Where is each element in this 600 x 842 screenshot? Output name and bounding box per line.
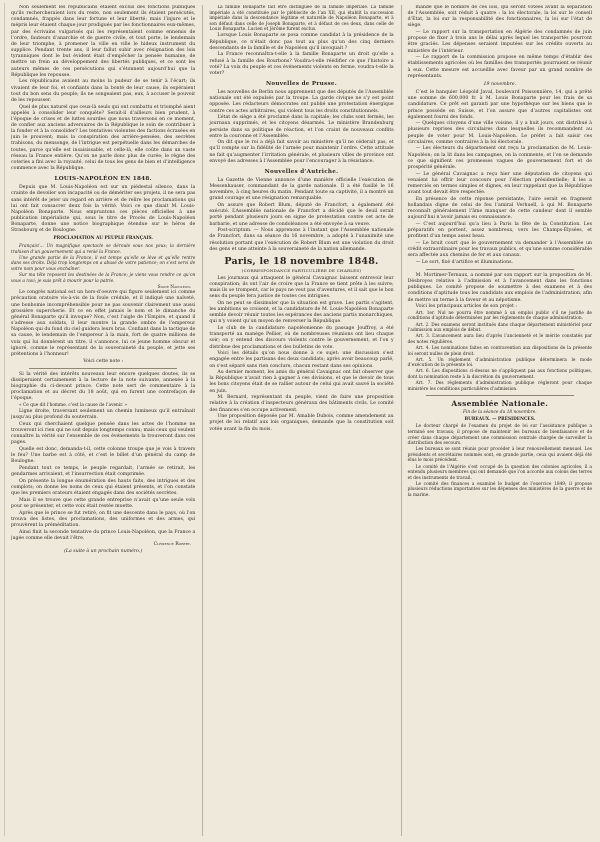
- column-2: [202, 5, 393, 836]
- paragraph: Une proposition déposée par M. Amable Dubois, comme amendement au projet de loi relatif aux lois organiques, demande que la constitution soit votée avant la fin du mois.: [209, 414, 394, 432]
- paragraph: On dit que le roi a déjà fait savoir au ministère qu’il ne céderait pas, et qu’il compte sur la fidélité de l’armée pour maintenir l’ordre. Cette attitude ne fait qu’augmenter l’irritation générale, et plusieurs villes de province ont envoyé des adresses à l’Assemblée pour l’encourager à la résistance.: [209, 140, 394, 164]
- paragraph: La famille Bonaparte fait être distinguée de la famille impériale. La famille impériale a été constituée par le plébiscite de l’an XII, qui établit la succession impériale dans la descendance légitime et naturelle de Napoléon Bonaparte, et à son défaut dans celle de Joseph Bonaparte, et à défaut de ces deux, dans celle de Louis Bonaparte. Lucien et Jérôme furent exclus.: [209, 5, 394, 33]
- article: Art. 6. Les dispositions ci-dessus ne s’appliquent pas aux fonctions politiques, dont la nomination reste à la discrétion du gouvernement.: [407, 369, 592, 380]
- paragraph: — C’est aujourd’hui qu’a lieu à Paris la fête de la Constitution. Les préparatifs en portent, assez nombreux, vers les Champs-Élysées, et profitent d’un temps assez beau.: [407, 221, 592, 240]
- paragraph: Ainsi finit la seconde tentative du prince Louis-Napoléon, que la France a jugée comme elle devait l’être.: [11, 529, 196, 541]
- dateline-heading: Paris, le 18 novembre 1848.: [224, 255, 379, 267]
- paragraph: — Le rapport de la commission propose en même temps d’établir des établissements agricoles où les familles des transportés pourraient se réunir à eux. Cette mesure est accueillie avec faveur par un grand nombre de représentants.: [407, 55, 592, 79]
- newspaper-page: [4, 3, 596, 836]
- divider: [426, 395, 574, 396]
- paragraph: Les nouvelles de Berlin nous apprennent que des députés de l’Assemblée nationale ont été expulsés par la troupe. La garde civique ne s’y est point opposée. Les rédacteurs démocrates ont publié une protestation énergique contre ces actes arbitraires, qui violent tous les droits constitutionnels.: [209, 90, 394, 114]
- paragraph: — Le rapport sur la transportation en Algérie des condamnés de juin propose de fixer à trois ans le délai après lequel les transportés pourront être graciés. Les dépenses seraient imputées sur les crédits ouverts au ministère de l’intérieur.: [407, 30, 592, 54]
- paragraph: La France reconnaîtra-t-elle à la famille Bonaparte un droit qu’elle a refusé à la famille des Bourbons? Voudra-t-elle réédifier ce que l’histoire a voté? La voix du peuple et ces événements violents en ferme, voudra-t-elle la voter?: [209, 52, 394, 76]
- paragraph: Post-scriptum. — Nous apprenons à l’instant que l’Assemblée nationale de Francfort, dans sa séance du 16 novembre, a adopté à l’unanimité une résolution portant que l’exécution de Robert Blum est une violation du droit des gens et une atteinte à la souveraineté de la nation allemande.: [209, 228, 394, 252]
- paragraph: Le comité des finances a examiné le budget de l’exercice 1849; il propose plusieurs réductions importantes sur les dépenses des ministères de la guerre et de la marine.: [407, 481, 592, 498]
- paragraph: C’est le banquier Léopold Javal, boulevard Poissonnière, 14, qui a prêté une somme de 600,000 fr. à M. Louis Bonaparte pour les frais de sa candidature. Ce prêt est garanti par une hypothèque sur les biens que le prince possède en Suisse, et l’on assure que d’autres capitalistes ont également fourni des fonds.: [407, 90, 592, 120]
- signature: Signé Napoléon.: [157, 284, 192, 290]
- paragraph: Quelle est donc, demanda-t-il, cette colonne troupe que je vois à travers le feu? Une barbe est à côté, et c’est le billet d’un général du camp de Boulogne.: [11, 447, 196, 465]
- paragraph: Les journaux qui attaquent le général Cavaignac laissent entrevoir leur conspiration; ils ont l’air de croire que la France se tient prête à les suivre; mais ils se trompent, car le pays ne veut pas d’aventures, et il sait que le bon sens du peuple fera justice de toutes ces intrigues.: [209, 275, 394, 300]
- paragraph: Pendant tout ce temps, le peuple regardait, l’armée se retirait, les gendarmes arrivaient, et l’insurrection était comprimée.: [11, 465, 196, 478]
- paragraph: Sur ma tête reposent les destinées de la France; je viens vous rendre ce qu’on vous a ravi; je suis prêt à mourir pour la patrie.: [11, 273, 196, 284]
- section-heading: Nouvelles de Prusse.: [265, 81, 338, 88]
- article: Art. 1er. Nul ne pourra être nommé à un emploi public s’il ne justifie de conditions d’aptitude déterminées par les règlements de chaque administration.: [407, 310, 592, 322]
- divider: [29, 368, 177, 369]
- paragraph: Français!... Un magnifique spectacle se déroule sous nos yeux; la dernière trahison d’un gouvernement qui a renié la France.: [11, 244, 196, 255]
- paragraph: Mais il se trouve que cette grande entreprise n’avait qu’une seule voix pour se présenter, et cette voix était restée muette.: [11, 497, 196, 509]
- paragraph: Après que le prince se fut retiré, on fit une descente dans le pays, où l’on trouva des listes, des proclamations, des uniformes et des armes, qui prouvèrent la préméditation.: [11, 510, 196, 528]
- paragraph: « Ce que dit l’homme, c’est la cause de l’avenir. »: [19, 402, 128, 408]
- paragraph: Non seulement les républicains étaient exclus des fonctions publiques qu’ils rechercheraient lors du reste, non seulement ils étaient persécutés, condamnés, frappés dans leur fortune et leur liberté; mais l’injure et le mépris leur étaient chaque jour prodigués par les fonctionnaires eux-mêmes, par des écrivains vulgarisés qui les représentaient comme ennemis de l’ordre, fauteurs d’anarchie et de guerre civile, et tout porte, le lendemain de leur triomphe, à promener la ville en ville le hideux instrument du supplice. Pendant trente ans, il leur fallut subir avec résignation des lois tyranniques dont le but évident était d’empêcher la pensée humaine, de mettre un frein au développement des libertés publiques, et ce sont les auteurs mêmes de ces persécutions qui s’étonnent aujourd’hui que la République les repousse.: [11, 5, 196, 78]
- paragraph: On assure que Robert Blum, député de Francfort, a également été exécuté. L’Assemblée nationale de Francfort a décidé que le deuil serait porté pendant plusieurs jours en signe de protestation contre cet acte de barbarie, et une adresse de condoléances a été envoyée à sa veuve.: [209, 203, 394, 227]
- paragraph: — Les électeurs du département ont reçu la proclamation de M. Louis-Napoléon; on la lit dans les campagnes, on la commente, et l’on se demande ce que signifient ces promesses vagues de gouvernement fort et de prospérité générale.: [407, 146, 592, 170]
- column-3: [401, 5, 592, 836]
- paragraph: Si la vérité des intérêts nouveaux leur encore quelques doutes, ils se dissiperaient certainement à la lecture de la note suivante, annexée à la biographie du ci-devant prince. Cette note sert de commentaire à la proclamation et au décret du 18 août, qui en furent une contrefaçon de l’époque.: [11, 371, 196, 402]
- divider: [426, 269, 574, 270]
- article: Art. 7. Des règlements d’administration publique régleront pour chaque ministère les conditions particulières d’admission.: [407, 380, 592, 392]
- proclamation-heading: PROCLAMATION AU PEUPLE FRANÇAIS.: [53, 236, 153, 242]
- paragraph: — Le général Cavaignac a reçu hier une députation de citoyens qui venaient lui offrir leur concours pour l’élection présidentielle; il les a remerciés en termes simples et dignes, en leur rappelant que la République avant tout devait être respectée.: [407, 171, 592, 196]
- paragraph: mande que le nombre de ces lois, qui seront votées avant la séparation de l’Assemblée, soit réduit à quatre : la loi électorale, la loi sur le conseil d’État, la loi sur la responsabilité des fonctionnaires, la loi sur l’état de siège.: [407, 5, 592, 29]
- paragraph: En présence de cette réponse persistante, l’aire serait en fragment hollandais digne de celui de feu l’amiral Verhuell, à qui M. Bonaparte reconnaît généralement l’âme manquer de cette candeur dont il semble aujourd’hui n’avoir jamais eu connaissance.: [407, 196, 592, 221]
- paragraph: La Gazette de Vienne annonce d’une manière officielle l’exécution de Messenhauser, commandant de la garde nationale. Il a été fusillé le 16 novembre, à cinq heures du matin. Pendant toute sa captivité, il a montré un grand courage et une résignation remarquable.: [209, 177, 394, 202]
- paragraph: Ceux qui cherchaient quelque pensée dans les actes de l’homme ne trouveront ici rien qui ne soit depuis longtemps connu; mais ceux qui veulent connaître la vérité sur l’ensemble de ces événements la trouveront dans ces pages.: [11, 421, 196, 446]
- date-heading: 19 novembre.: [483, 81, 517, 87]
- article: Art. 2. Des examens seront institués dans chaque département ministériel pour l’admission aux emplois de début.: [407, 322, 592, 334]
- paragraph: Voici les principaux articles de son projet :: [415, 304, 518, 310]
- paragraph: Voici les détails qu’on nous donne à ce sujet: une discussion s’est engagée entre les partisans des deux candidats; après avoir beaucoup parlé, on s’est séparé sans rien conclure, chacun restant dans ses opinions.: [209, 351, 394, 369]
- paragraph: Depuis que M. Louis-Napoléon est sur un piédestal silence, dans la crainte de devoiler son incapacité ou de démériter ses projets, il ne sera pas sans intérêt de jeter un regard en arrière et de relire les proclamations qui lui ont fait consacrer deux fois la vérité. Voici ce que disait M. Louis-Napoléon Bonaparte. Nous empruntons ces pièces officielles à une publication impérialiste qui, sous le titre de Procès de Louis-Napoléon Bonaparte, donne une notice biographique étendue sur le héros de Strasbourg et de Boulogne.: [11, 185, 196, 234]
- paragraph: Quel de plus naturel que ceux-là seuls qui ont combattu et triomphé aient appelés à consolider leur conquête? Serait-il d’ailleurs bien prudent, à l’époque de crises et de luttes sourdes que nous traversons en ce moment, de confier aux anciens adversaires de la République le soin de contribuer à la fonder et à la consolider? Les tentatives violentes des factions écrasées en juin le prouvent; mais la conspiration des arrière-pensées, des secrètes trahisons, du mensonge, de l’intrigue est perpétuelle dans les démarches de toutes, parce qu’elle est insaisissable, et celle-là, elle coûte dans un vaste réseau la France entière. Qu’on ne parle donc plus de curée; le règne des coteries a fini avec la royauté, celui de tous les gens de bien et d’intelligence commence avec la République.: [11, 104, 196, 172]
- paragraph: Le docteur chargé de l’examen du projet de loi sur l’assistance publique a terminé ses travaux; il propose de maintenir les bureaux de bienfaisance et de créer dans chaque département une commission centrale chargée de surveiller la distribution des secours.: [407, 424, 592, 447]
- paragraph: M. Mortimer-Ternaux, a nommé par son rapport sur la proposition de M. Désbroyes relative à l’admission et à l’avancement dans les fonctions publiques. Le comité propose de soumettre à des examens et à des conditions d’aptitude tous les candidats aux emplois de l’administration, afin de mettre un terme à la faveur et au népotisme.: [407, 272, 592, 303]
- paragraph: Au dernier moment, les amis du général Cavaignac ont fait observer que la République n’avait rien à gagner à ces divisions, et que le devoir de tous les bons citoyens était de se rallier autour de celui qui avait sauvé la société en juin.: [209, 370, 394, 394]
- column-1: [11, 5, 195, 836]
- paragraph: Les bureaux se sont réunis pour procéder à leur renouvellement mensuel. Les présidents et secrétaires nommés sont, en grande partie, ceux qui avaient déjà été élus le mois précédent.: [407, 447, 592, 464]
- paragraph: — Le sort, fixé d’artifice et illuminations.: [415, 259, 514, 265]
- paragraph: M. Bernard, représentant du peuple, vient de faire une proposition relative à la création d’inspecteurs généraux des bâtiments civils. Le comité des finances s’en occupe activement.: [209, 395, 394, 413]
- continued-note: (La suite à un prochain numéro.): [64, 548, 143, 554]
- paragraph: L’état de siège a été proclamé dans la capitale; les clubs sont fermés, les journaux supprimés, et les citoyens désarmés. Le ministère Brandenburg persiste dans sa politique de réaction, et l’on craint de nouveaux conflits entre la couronne et l’Assemblée.: [209, 115, 394, 139]
- author-signature: Clémence Robert.: [153, 542, 192, 548]
- section-heading: LOUIS-NAPOLÉON EN 1848.: [54, 176, 152, 183]
- paragraph: — Le bruit court que le gouvernement va demander à l’Assemblée un crédit extraordinaire pour les travaux publics, et qu’une somme considérable sera affectée aux chemins de fer et aux canaux.: [407, 240, 592, 259]
- paragraph: Lorsque Louis Bonaparte se posa comme candidat à la présidence de la République, ce n’était donc pas tout au plus qu’un des cinq derniers descendants de la famille et de Napoléon qu’il invoquait ?: [209, 33, 394, 51]
- paragraph: — Quelques citoyens d’une ville voisine, il y a huit jours, ont distribué à plusieurs reprises des circulaires dans lesquelles ils recommandent au peuple de voter pour M. Louis-Napoléon. Le préfet a fait saisir ces circulaires, comme contraires à la loi électorale.: [407, 121, 592, 145]
- article: Art. 5. Un règlement d’administration publique déterminera le mode d’exécution de la présente loi.: [407, 357, 592, 369]
- paragraph: Le congrès national est un hors-d’oeuvre qui figure seulement ici comme précaution oratoire vis-à-vis de la foule crédule, et il indiqué une naïveté, une bonhomie incompréhensible pour ne pas souvenir clairement une aussi grossière supercherie. Et ce en effet jamais le nom et le dimanche du général Bonaparte qu’il invoque? Non, c’est l’aigle de l’Empire, et quand il s’adresse aux soldats, il leur montre la grande ombre de l’empereur Napoléon qui du fond du ciel guidera leurs bras. Confiant dans la tactique de sa cause, le lendemain de l’empereur à la main, fort de quatre millions de voix qui lui donnèrent un titre, il s’annonce, lui ce jeune homme obscur et ignoré, comme le représentant de la souveraineté du peuple, et jette ses prétentions à l’honneur!: [11, 290, 196, 357]
- section-heading: Assemblée Nationale.: [451, 399, 549, 409]
- paragraph: Une grande partie de la France, il est temps qu’elle se lève et qu’elle rentre dans ses droits. Déjà trop longtemps on a abusé de votre patience; on s’est servi de votre nom pour vous enchaîner.: [11, 255, 196, 272]
- section-subheading: Fin de la séance du 18 novembre.: [462, 410, 537, 416]
- paragraph: Les républicains avaient au moins la pudeur de se tenir à l’écart; ils vivaient de leur foi, et confiants dans la bonté de leur cause, ils espéraient tout du bon sens du peuple; ils ne songeaient pas, eux, à accuser le pouvoir de les repousser.: [11, 79, 196, 103]
- section-heading: Nouvelles d’Autriche.: [264, 168, 339, 175]
- article: Art. 4. Les nominations faites en contravention aux dispositions de la présente loi seront nulles de plein droit.: [407, 345, 592, 357]
- paragraph: On ne peut se dissimuler que la situation est grave. Les partis s’agitent, les ambitions se croisent, et la candidature de M. Louis-Napoléon Bonaparte semble devoir réunir toutes les espérances des anciens partis monarchiques, qui n’y voient qu’un moyen de renverser la République.: [209, 300, 394, 325]
- paragraph: Le club de la candidature napoléonienne du passage Jouffroy, a été transporté au manège Pellier, où de nombreuses réunions ont lieu chaque soir; on y entend des discours violents contre le gouvernement, et l’on y distribue des proclamations et des bulletins de vote.: [209, 326, 394, 350]
- note-label: Voici cette note :: [83, 358, 124, 364]
- paragraph: On présente la longue énumération des hauts faits, des intrigues et des complots; on donne les noms de ceux qui étaient présents, et l’on constate que les premiers orateurs étaient engagés dans des sociétés secrètes.: [11, 478, 196, 497]
- paragraph: Le comité de l’Algérie s’est occupé de la question des colonies agricoles; il a entendu plusieurs membres qui ont demandé que l’on accorde aux colons des terres et des instruments de travail.: [407, 464, 592, 481]
- article: Art. 3. L’avancement aura lieu d’après l’ancienneté et le mérite constatés par des notes régulières.: [407, 334, 592, 345]
- paragraph: Ligne droite, traversant seulement un chemin lumineux qu’il entraînait jusqu’au plus profond du souterrain.: [11, 409, 196, 421]
- section-subheading: BUREAUX. — PRÉSIDENCES.: [464, 416, 536, 422]
- dateline-subtitle: (CORRESPONDANCE PARTICULIÈRE DE CHARLES): [241, 267, 362, 273]
